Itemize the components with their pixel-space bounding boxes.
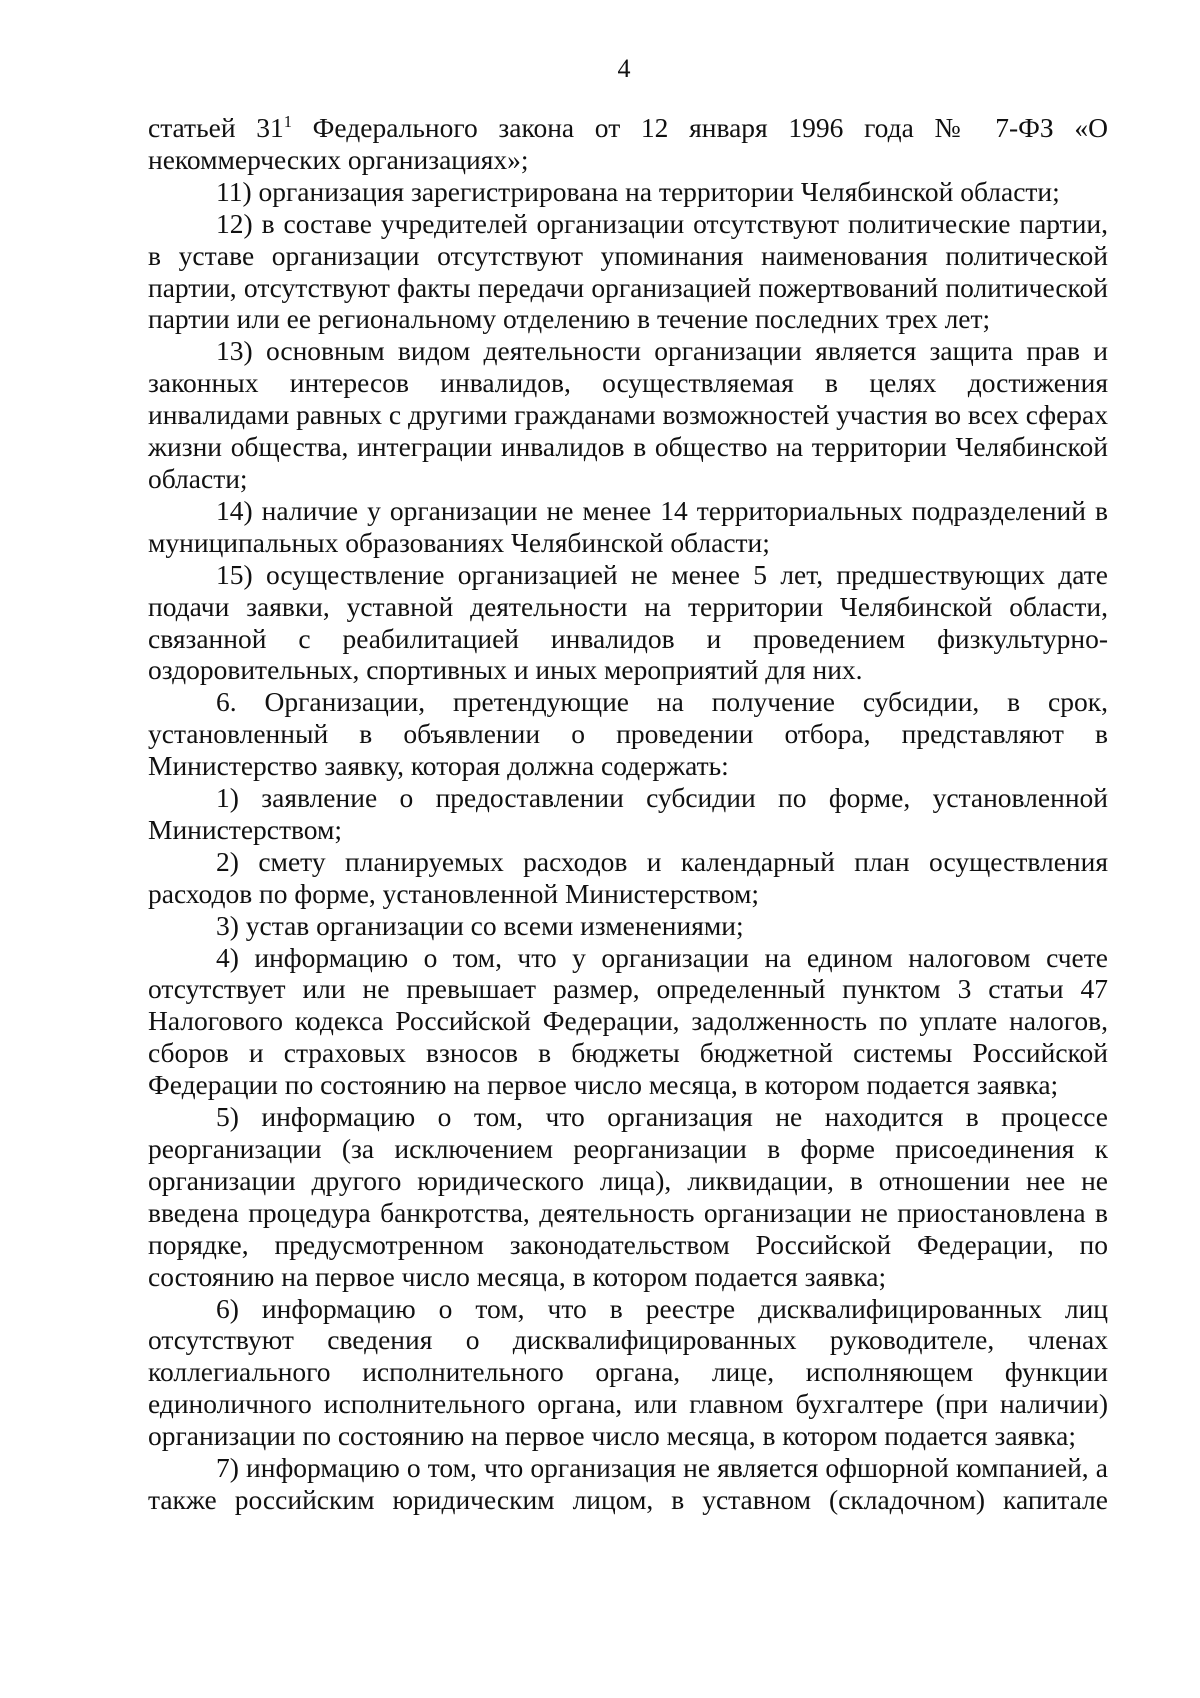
list-item-14: 14) наличие у организации не менее 14 территориальных подразделений в муниципальных образованиях Челябинской области; — [148, 494, 1108, 558]
application-item-7: 7) информацию о том, что организация не является офшорной компанией, а также российским юридическим лицом, в уставном (складочном) капитале — [148, 1452, 1108, 1515]
paragraph-continuation — [148, 112, 1108, 176]
list-item-15: 15) осуществление организацией не менее 5 лет, предшествующих дате подачи заявки, уставной деятельности на территории Челябинской области, связанной с реабилитацией инвалидов и проведением физкультурно-оздоровительных, спортивных и иных мероприятий для них. — [148, 558, 1108, 686]
document-body — [148, 112, 1108, 1516]
section-6: 6. Организации, претендующие на получение субсидии, в срок, установленный в объявлении о проведении отбора, представляют в Министерство заявку, которая должна содержать: — [148, 686, 1108, 782]
application-item-2: 2) смету планируемых расходов и календарный план осуществления расходов по форме, установленной Министерством; — [148, 845, 1108, 909]
list-item-11: 11) организация зарегистрирована на территории Челябинской области; — [216, 175, 1060, 207]
application-item-6: 6) информацию о том, что в реестре дисквалифицированных лиц отсутствуют сведения о дисквалифицированных руководителе, членах коллегиального исполнительного органа, лице, исполняющем функции единоличного исполнительного органа, или главном бухгалтере (при наличии) организации по состоянию на первое число месяца, в котором подается заявка; — [148, 1292, 1108, 1452]
application-item-4: 4) информацию о том, что у организации на едином налоговом счете отсутствует или не превышает размер, определенный пунктом 3 статьи 47 Налогового кодекса Российской Федерации, задолженность по уплате налогов, сборов и страховых взносов в бюджеты бюджетной системы Российской Федерации по состоянию на первое число месяца, в котором подается заявка; — [148, 941, 1108, 1101]
application-item-5: 5) информацию о том, что организация не находится в процессе реорганизации (за исключением реорганизации в форме присоединения к организации другого юридического лица), ликвидации, в отношении нее не введена процедура банкротства, деятельность организации не приостановлена в порядке, предусмотренном законодательством Российской Федерации, по состоянию на первое число месяца, в котором подается заявка; — [148, 1101, 1108, 1292]
list-item-12: 12) в составе учредителей организации отсутствуют политические партии, в уставе организации отсутствуют упоминания наименования политической партии, отсутствуют факты передачи организацией пожертвований политической партии или ее региональному отделению в течение последних трех лет; — [148, 207, 1108, 335]
list-item-13: 13) основным видом деятельности организации является защита прав и законных интересов инвалидов, осуществляемая в целях достижения инвалидами равных с другими гражданами возможностей участия во всех сферах жизни общества, интеграции инвалидов в общество на территории Челябинской области; — [148, 335, 1108, 494]
paragraph-text-end: Федерального закона от 12 января 1996 года № 7-ФЗ «О некоммерческих организациях»; — [148, 112, 1108, 175]
paragraph-text-start: статьей 31 — [148, 112, 284, 143]
article-superscript: 1 — [283, 111, 292, 131]
application-item-3: 3) устав организации со всеми изменениями; — [216, 909, 744, 941]
page-number: 4 — [617, 54, 631, 83]
application-item-1: 1) заявление о предоставлении субсидии по форме, установленной Министерством; — [148, 782, 1108, 845]
